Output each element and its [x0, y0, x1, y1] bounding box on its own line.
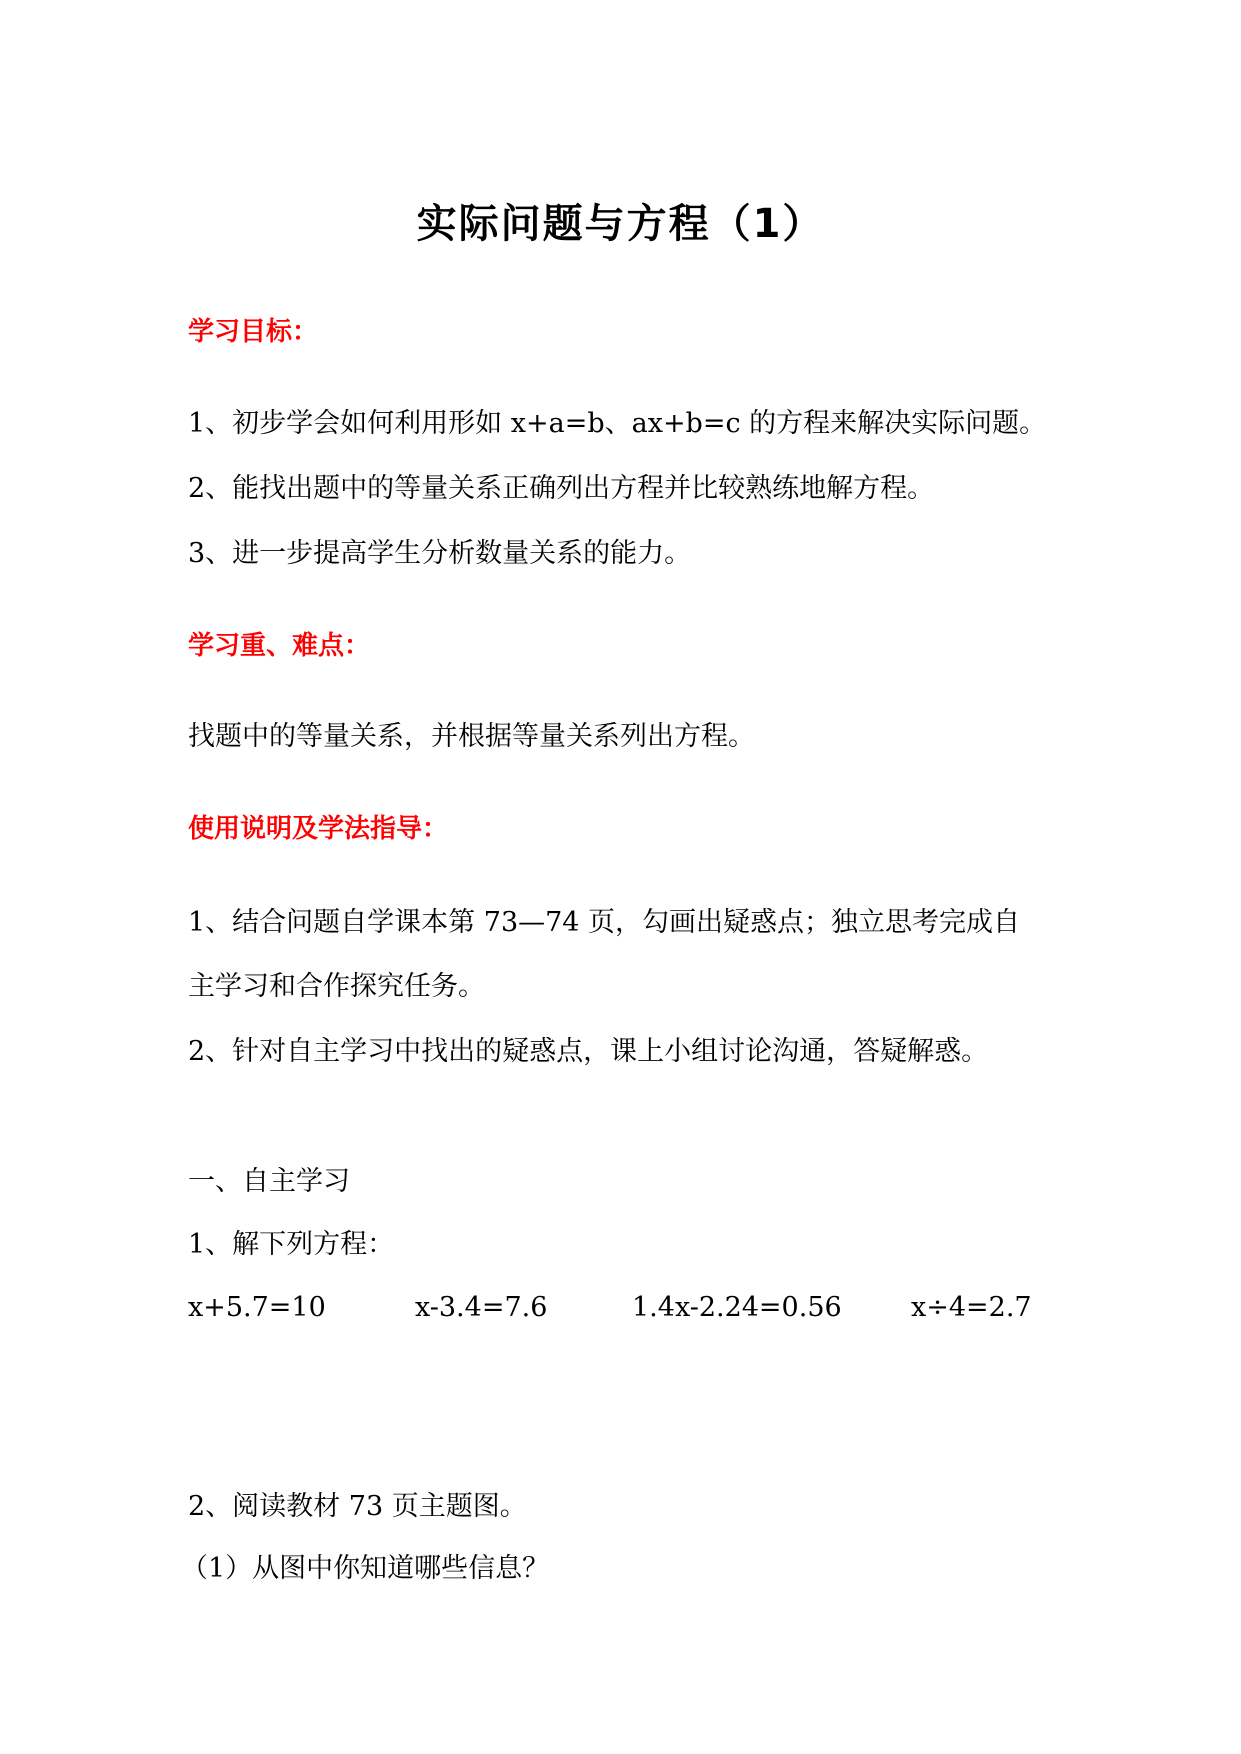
instruction-item-1-line-2: 主学习和合作探究任务。	[188, 971, 485, 1002]
equation-2: x-3.4=7.6	[415, 1292, 548, 1323]
instructions-heading: 使用说明及学法指导：	[188, 814, 449, 844]
key-points-text: 找题中的等量关系，并根据等量关系列出方程。	[188, 721, 755, 752]
key-points-heading: 学习重、难点：	[188, 631, 371, 661]
equation-1: x+5.7=10	[188, 1292, 326, 1323]
objective-item-3: 3、进一步提高学生分析数量关系的能力。	[188, 538, 692, 569]
task-1: 1、解下列方程：	[188, 1229, 395, 1260]
equation-4: x÷4=2.7	[911, 1292, 1032, 1323]
question-1: （1）从图中你知道哪些信息？	[181, 1553, 550, 1584]
instruction-item-1-line-1: 1、结合问题自学课本第 73—74 页，勾画出疑惑点；独立思考完成自	[188, 907, 1021, 938]
task-2: 2、阅读教材 73 页主题图。	[188, 1491, 527, 1522]
self-study-heading: 一、自主学习	[188, 1166, 350, 1197]
objective-item-2: 2、能找出题中的等量关系正确列出方程并比较熟练地解方程。	[188, 473, 935, 504]
objectives-heading: 学习目标：	[188, 317, 319, 347]
equation-3: 1.4x-2.24=0.56	[632, 1292, 842, 1323]
page-title: 实际问题与方程（1）	[416, 201, 825, 247]
instruction-item-2: 2、针对自主学习中找出的疑惑点，课上小组讨论沟通，答疑解惑。	[188, 1036, 989, 1067]
objective-item-1: 1、初步学会如何利用形如 x+a=b、ax+b=c 的方程来解决实际问题。	[188, 408, 1047, 439]
